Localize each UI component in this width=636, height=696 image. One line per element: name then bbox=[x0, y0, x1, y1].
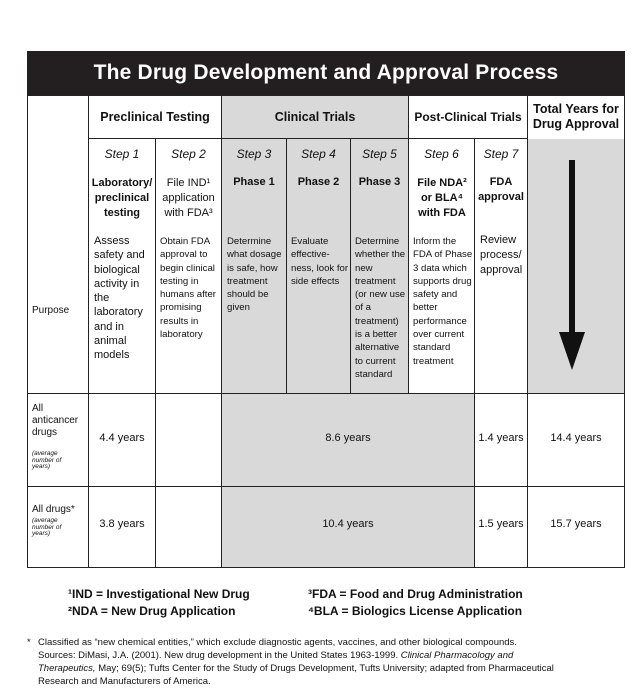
step-name: Phase 1 bbox=[233, 176, 275, 188]
row-sublabel: (average number of years) bbox=[32, 517, 62, 537]
step-label: Step 2 bbox=[171, 147, 206, 161]
value-alldrugs-clinical: 10.4 years bbox=[322, 518, 374, 530]
source-journal: Clinical Pharmacology and bbox=[400, 650, 514, 661]
row-label-anticancer: All anticancer drugs bbox=[32, 403, 79, 438]
step-label: Step 3 bbox=[236, 147, 272, 161]
source-journal: Therapeutics, bbox=[38, 663, 96, 674]
step-name: File IND¹ application with FDA³ bbox=[162, 177, 215, 219]
value-alldrugs-preclinical: 3.8 years bbox=[99, 518, 145, 530]
purpose-row-label: Purpose bbox=[32, 305, 70, 316]
step-name: FDA approval bbox=[478, 176, 524, 203]
header-preclinical: Preclinical Testing bbox=[100, 109, 210, 124]
step-label: Step 4 bbox=[301, 147, 336, 161]
purpose-step5: Determine whether the new treatment (or new use of a treatment) is a better alternative to current standard bbox=[355, 236, 406, 380]
purpose-step7: Review process/ approval bbox=[480, 234, 523, 276]
step-name: File NDA² or BLA⁴ with FDA bbox=[417, 177, 467, 219]
value-anticancer-total: 14.4 years bbox=[550, 432, 602, 444]
divider bbox=[408, 96, 409, 394]
source-text: Sources: DiMasi, J.A. (2001). New drug development in the United States 1963-1999. bbox=[38, 650, 399, 661]
step-label: Step 7 bbox=[483, 147, 519, 161]
step-name: Laboratory/ preclinical testing bbox=[91, 177, 153, 219]
source-note bbox=[38, 636, 628, 688]
header-total: Total Years for Drug Approval bbox=[532, 102, 620, 131]
footnote-ind: ¹IND = Investigational New Drug bbox=[68, 587, 250, 601]
source-text: May; 69(5); Tufts Center for the Study of Drugs Development, Tufts University; adapted from Pharmaceutical bbox=[98, 663, 554, 674]
purpose-step3: Determine what dosage is safe, how treatment should be given bbox=[227, 236, 282, 314]
divider bbox=[88, 96, 89, 567]
purpose-step1: Assess safety and biological activity in the laboratory and in animal models bbox=[94, 235, 145, 362]
step-name: Phase 3 bbox=[358, 176, 401, 188]
step-label: Step 5 bbox=[362, 147, 397, 161]
header-clinical: Clinical Trials bbox=[274, 109, 356, 124]
asterisk: * bbox=[27, 637, 31, 648]
row-label-alldrugs: All drugs* bbox=[32, 504, 75, 515]
source-line bbox=[38, 649, 628, 662]
divider bbox=[474, 139, 475, 567]
row-sublabel: (average number of years) bbox=[32, 450, 62, 470]
divider bbox=[27, 486, 625, 487]
source-line bbox=[38, 662, 628, 675]
value-anticancer-preclinical: 4.4 years bbox=[99, 432, 145, 444]
divider bbox=[88, 138, 528, 139]
arrow-down-icon bbox=[556, 160, 588, 372]
value-anticancer-clinical: 8.6 years bbox=[325, 432, 371, 444]
step-label: Step 6 bbox=[424, 147, 459, 161]
footnote-fda: ³FDA = Food and Drug Administration bbox=[308, 587, 523, 601]
header-postclinical: Post-Clinical Trials bbox=[414, 109, 522, 124]
value-anticancer-fda: 1.4 years bbox=[478, 432, 524, 444]
divider bbox=[27, 393, 625, 394]
source-line: Classified as “new chemical entities,” which exclude diagnostic agents, vaccines, and other biological compounds. bbox=[38, 637, 517, 648]
purpose-step6: Inform the FDA of Phase 3 data which supports drug safety and better performance over current standard treatment bbox=[413, 236, 473, 367]
footnote-bla: ⁴BLA = Biologics License Application bbox=[308, 604, 523, 618]
value-alldrugs-total: 15.7 years bbox=[550, 518, 602, 530]
purpose-step2: Obtain FDA approval to begin clinical testing in humans after promising results in laboratory bbox=[160, 236, 216, 341]
source-line: Research and Manufacturers of America. bbox=[38, 676, 211, 687]
divider bbox=[221, 96, 222, 567]
purpose-step4: Evaluate effective-ness, look for side effects bbox=[291, 236, 349, 287]
divider bbox=[527, 96, 528, 567]
page-title: The Drug Development and Approval Process bbox=[27, 51, 625, 95]
step-label: Step 1 bbox=[104, 147, 140, 161]
step-name: Phase 2 bbox=[297, 176, 340, 188]
footnote-nda: ²NDA = New Drug Application bbox=[68, 604, 236, 618]
divider bbox=[155, 139, 156, 567]
value-alldrugs-fda: 1.5 years bbox=[478, 518, 524, 530]
